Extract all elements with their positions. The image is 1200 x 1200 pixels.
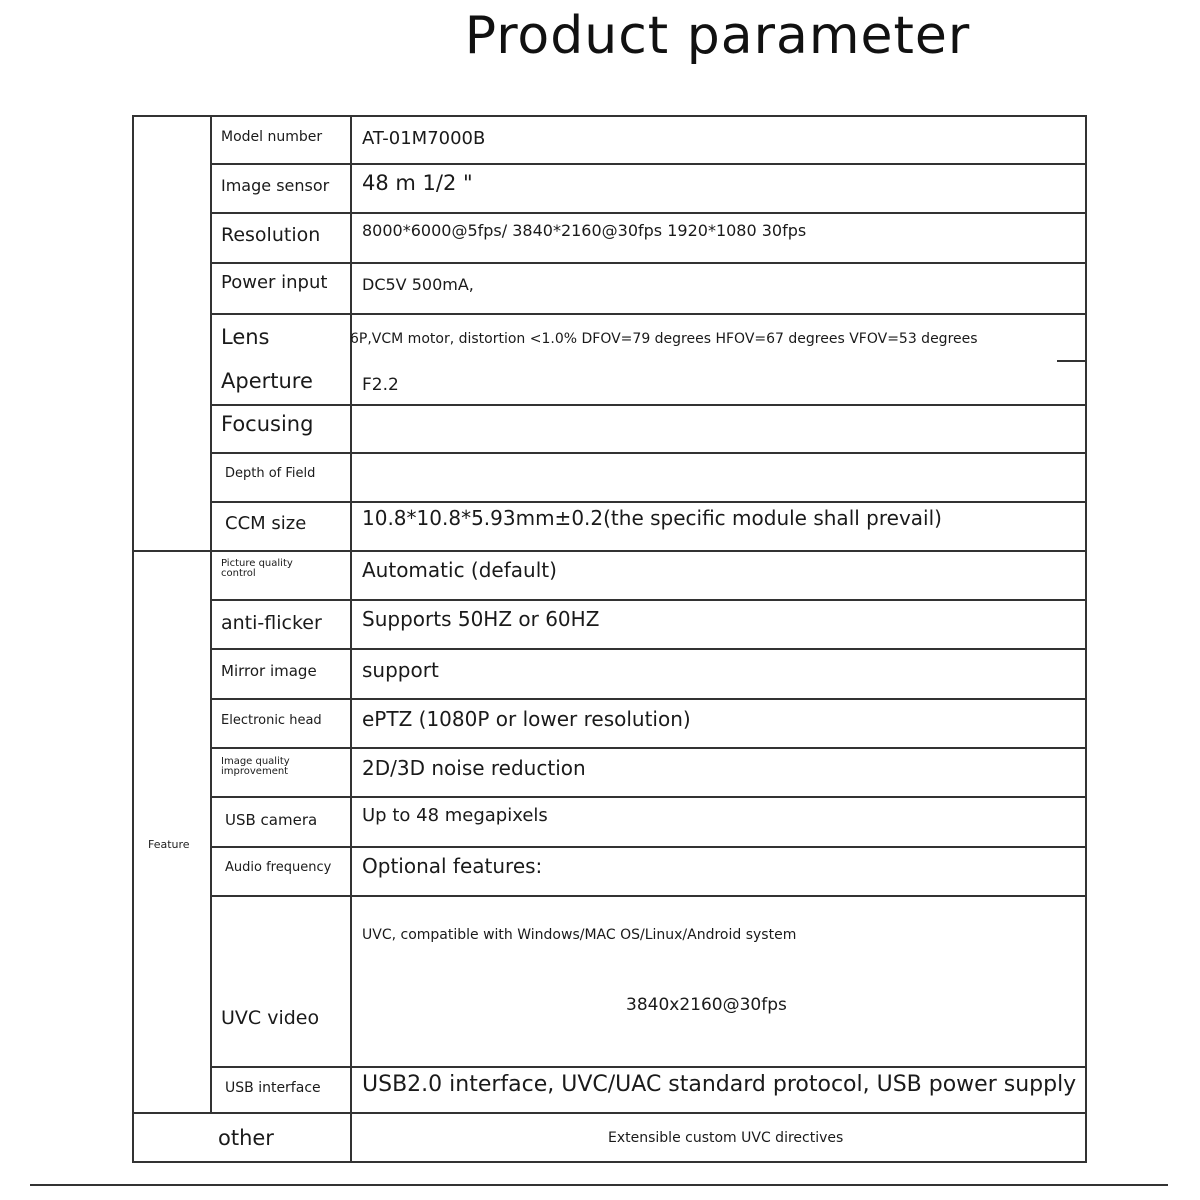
row-label: other: [218, 1126, 274, 1150]
row-value: Up to 48 megapixels: [362, 805, 548, 826]
row-label: Electronic head: [221, 713, 322, 728]
row-label: Focusing: [221, 412, 314, 436]
row-label: Picture quality control: [221, 558, 293, 579]
row-divider: [210, 163, 1087, 165]
row-divider: [210, 895, 1087, 897]
row-divider: [210, 846, 1087, 848]
row-value: USB2.0 interface, UVC/UAC standard protocol, USB power supply: [362, 1072, 1077, 1097]
row-divider: [210, 796, 1087, 798]
bottom-rule: [30, 1184, 1168, 1186]
row-divider: [210, 313, 1087, 315]
row-value: Extensible custom UVC directives: [608, 1130, 844, 1146]
page-title: Product parameter: [464, 6, 971, 66]
row-label: Audio frequency: [225, 860, 332, 875]
row-label: Lens: [221, 325, 270, 349]
group-label-feature: Feature: [148, 838, 190, 851]
row-divider: [210, 262, 1087, 264]
row-value: 48 m 1/2 ": [362, 171, 473, 195]
row-value-secondary: 3840x2160@30fps: [626, 995, 787, 1015]
row-value: 6P,VCM motor, distortion <1.0% DFOV=79 degrees HFOV=67 degrees VFOV=53 degrees: [350, 331, 978, 347]
row-label: Image quality improvement: [221, 756, 290, 777]
value-column-divider: [350, 115, 352, 1163]
row-label: anti-flicker: [221, 612, 322, 634]
row-value: Supports 50HZ or 60HZ: [362, 607, 600, 631]
section-divider: [132, 550, 1087, 552]
row-label: Image sensor: [221, 176, 330, 195]
row-divider: [210, 501, 1087, 503]
section-divider-other: [132, 1112, 1087, 1114]
row-value: DC5V 500mA,: [362, 275, 474, 294]
row-label: Depth of Field: [225, 466, 316, 481]
row-label: Aperture: [221, 369, 313, 393]
row-label: Power input: [221, 272, 328, 293]
row-divider: [1057, 360, 1087, 362]
row-value: support: [362, 658, 439, 682]
row-label: USB camera: [225, 811, 318, 829]
row-label: CCM size: [225, 513, 307, 534]
row-value: 10.8*10.8*5.93mm±0.2(the specific module shall prevail): [362, 506, 942, 530]
row-divider: [210, 1066, 1087, 1068]
row-value: 8000*6000@5fps/ 3840*2160@30fps 1920*1080 30fps: [362, 221, 807, 240]
row-value: ePTZ (1080P or lower resolution): [362, 707, 691, 731]
group-column-divider: [210, 115, 212, 1113]
row-value: UVC, compatible with Windows/MAC OS/Linux/Android system: [362, 927, 797, 943]
row-divider: [210, 747, 1087, 749]
row-label: Resolution: [221, 224, 321, 246]
row-label: Mirror image: [221, 662, 317, 680]
row-divider: [210, 212, 1087, 214]
row-value: F2.2: [362, 375, 399, 395]
row-value: 2D/3D noise reduction: [362, 756, 586, 780]
row-label: UVC video: [221, 1007, 320, 1029]
row-divider: [210, 452, 1087, 454]
row-value: AT-01M7000B: [362, 128, 486, 149]
row-divider: [210, 599, 1087, 601]
row-label: Model number: [221, 129, 323, 145]
row-divider: [210, 648, 1087, 650]
row-value: Optional features:: [362, 854, 543, 878]
row-value: Automatic (default): [362, 558, 557, 582]
row-divider: [210, 698, 1087, 700]
row-divider: [210, 404, 1087, 406]
row-label: USB interface: [225, 1080, 321, 1096]
